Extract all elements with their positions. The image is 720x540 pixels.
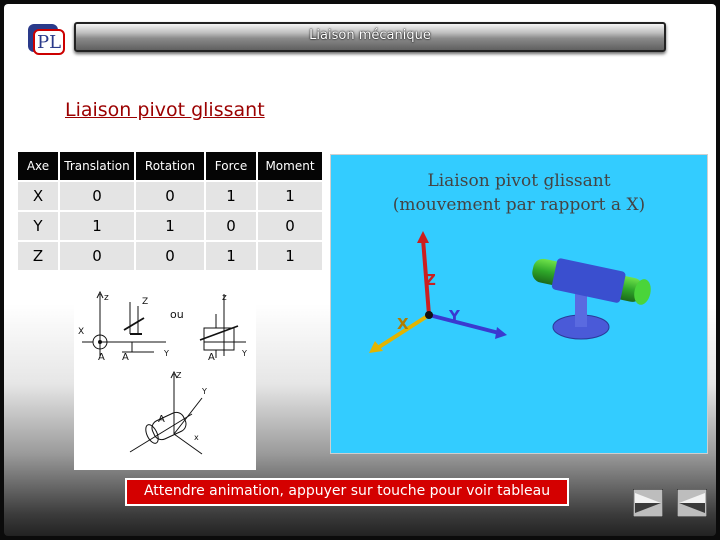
table-cell: 1 [257, 181, 323, 211]
diagram-label-x2: x [194, 433, 199, 442]
diagram-label-z3: z [222, 293, 227, 303]
diagram-label-ou: ou [170, 308, 184, 321]
col-header-rotation: Rotation [135, 152, 205, 181]
table-cell: 1 [205, 181, 257, 211]
table-cell: 0 [257, 211, 323, 241]
play-next-icon[interactable] [633, 489, 663, 517]
animation-scene [331, 155, 707, 453]
col-header-force: Force [205, 152, 257, 181]
animation-title-line1: Liaison pivot glissant [427, 171, 611, 191]
table-cell: 0 [59, 181, 135, 211]
table-cell: X [18, 181, 59, 211]
logo-letters: PL [37, 32, 62, 53]
table-row [18, 211, 323, 241]
col-header-axe: Axe [18, 152, 59, 181]
freedom-table [18, 152, 324, 270]
diagram-label-a2: A [122, 352, 129, 363]
animation-panel [330, 154, 708, 454]
slide-canvas [4, 4, 716, 536]
table-cell: 0 [135, 241, 205, 270]
play-prev-icon[interactable] [677, 489, 707, 517]
table-row [18, 181, 323, 211]
axis-label-y: Y [449, 307, 460, 325]
table-cell: 1 [205, 241, 257, 270]
table-cell: 0 [59, 241, 135, 270]
diagram-label-z4: Z [176, 371, 182, 380]
table-header-row [18, 152, 323, 181]
diagram-label-a4: A [158, 414, 165, 425]
table-cell: 0 [135, 181, 205, 211]
diagram-label-z1: z [104, 293, 109, 303]
col-header-translation: Translation [59, 152, 135, 181]
diagram-label-a3: A [208, 352, 215, 363]
table-cell: 1 [59, 211, 135, 241]
axis-label-x: X [397, 315, 409, 333]
header-bar [74, 22, 666, 52]
table-cell: Z [18, 241, 59, 270]
axis-label-z: Z [425, 271, 436, 289]
header-title: Liaison mécanique [309, 28, 431, 43]
page-title: Liaison pivot glissant [65, 99, 265, 121]
table-cell: Y [18, 211, 59, 241]
logo [24, 18, 68, 56]
diagram-label-x1: X [78, 327, 85, 337]
diagram-label-y2: Y [242, 349, 247, 358]
col-header-moment: Moment [257, 152, 323, 181]
instruction-banner: Attendre animation, appuyer sur touche pour voir tableau [125, 478, 569, 506]
table-row [18, 241, 323, 270]
table-cell: 1 [257, 241, 323, 270]
animation-title-line2: (mouvement par rapport a X) [392, 195, 646, 215]
diagram-label-y1: Y [164, 349, 169, 358]
diagram-label-z2: Z [142, 297, 149, 307]
diagram-label-a1: A [98, 352, 105, 363]
kinematic-diagram [74, 286, 256, 470]
table-cell: 0 [205, 211, 257, 241]
diagram-label-y3: Y [202, 387, 207, 396]
table-cell: 1 [135, 211, 205, 241]
